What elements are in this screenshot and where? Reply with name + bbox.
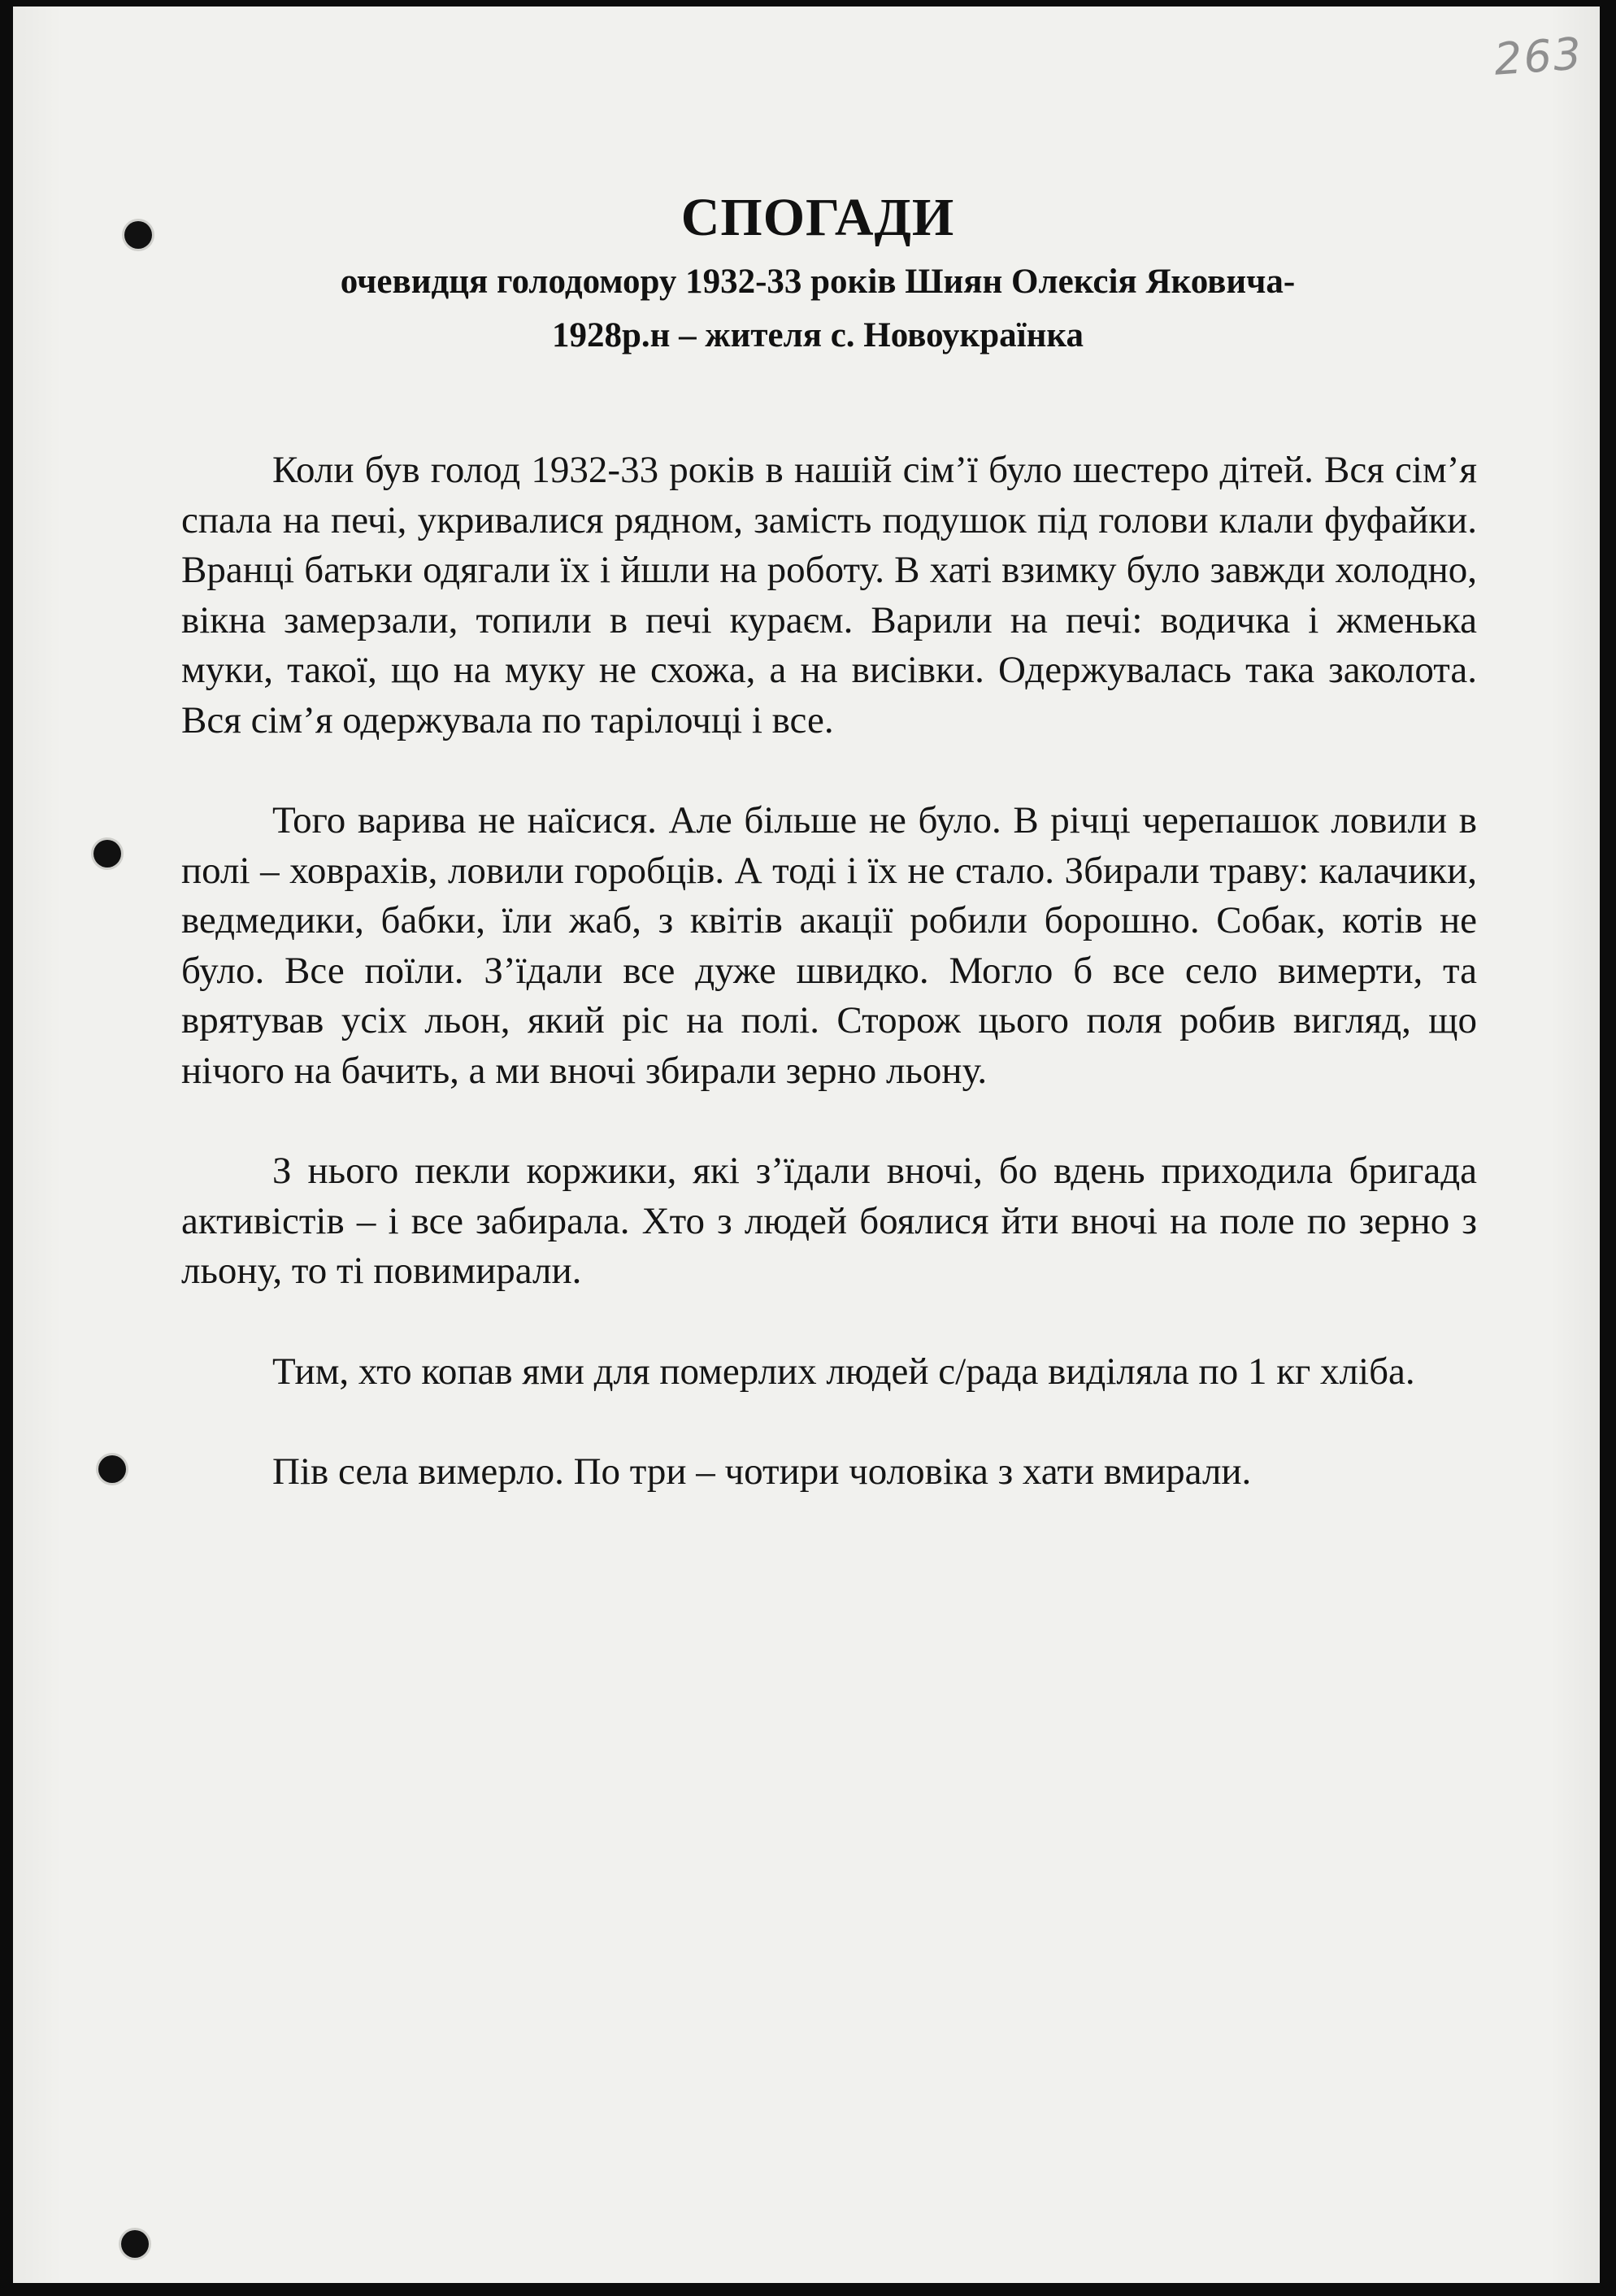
document-subtitle — [159, 255, 1476, 363]
punch-hole — [98, 1455, 126, 1483]
punch-hole — [93, 840, 121, 868]
paragraph-4: Тим, хто копав ями для померлих людей с/рада виділяла по 1 кг хліба. — [272, 1350, 1415, 1393]
paragraph-3: З нього пекли коржики, які з’їдали вночі, бо вдень приходила бригада активістів – і все забирала. Хто з людей боялися йти вночі на поле по зерно з льону, то ті повимирали. — [181, 1150, 1477, 1292]
document-header — [159, 187, 1476, 363]
subtitle-line-1: очевидця голодомору 1932-33 років Шиян Олексія Яковича- — [340, 263, 1296, 301]
subtitle-line-2: 1928р.н – жителя с. Новоукраїнка — [551, 316, 1084, 354]
handwritten-page-number: 263 — [1492, 28, 1585, 85]
document-body — [181, 446, 1477, 1548]
paragraph-1: Коли був голод 1932-33 років в нашій сім’ї було шестеро дітей. Вся сім’я спала на печі, укривалися рядном, замість подушок під голови клали фуфайки. Вранці батьки одягали їх і йшли на роботу. В хаті взимку було завжди холодно, вікна замерзали, топили в печі кураєм. Варили на печі: водичка і жменька муки, такої, що на муку не схожа, а на висівки. Одержувалась така заколота. Вся сім’я одержувала по тарілочці і все. — [181, 449, 1477, 741]
paragraph-5: Пів села вимерло. По три – чотири чоловіка з хати вмирали. — [272, 1450, 1252, 1493]
punch-hole — [121, 2230, 149, 2258]
document-page — [13, 7, 1600, 2283]
paragraph-2: Того варива не наїсися. Але більше не було. В річці черепашок ловили в полі – ховрахів, ловили горобців. А тоді і їх не стало. Збирали траву: калачики, ведмедики, бабки, їли жаб, з квітів акації робили борошно. Собак, котів не було. Все поїли. З’їдали все дуже швидко. Могло б все село вимерти, та врятував усіх льон, який ріс на полі. Сторож цього поля робив вигляд, що нічого на бачить, а ми вночі збирали зерно льону. — [181, 799, 1477, 1092]
punch-hole — [124, 221, 152, 249]
document-title: СПОГАДИ — [680, 188, 955, 247]
